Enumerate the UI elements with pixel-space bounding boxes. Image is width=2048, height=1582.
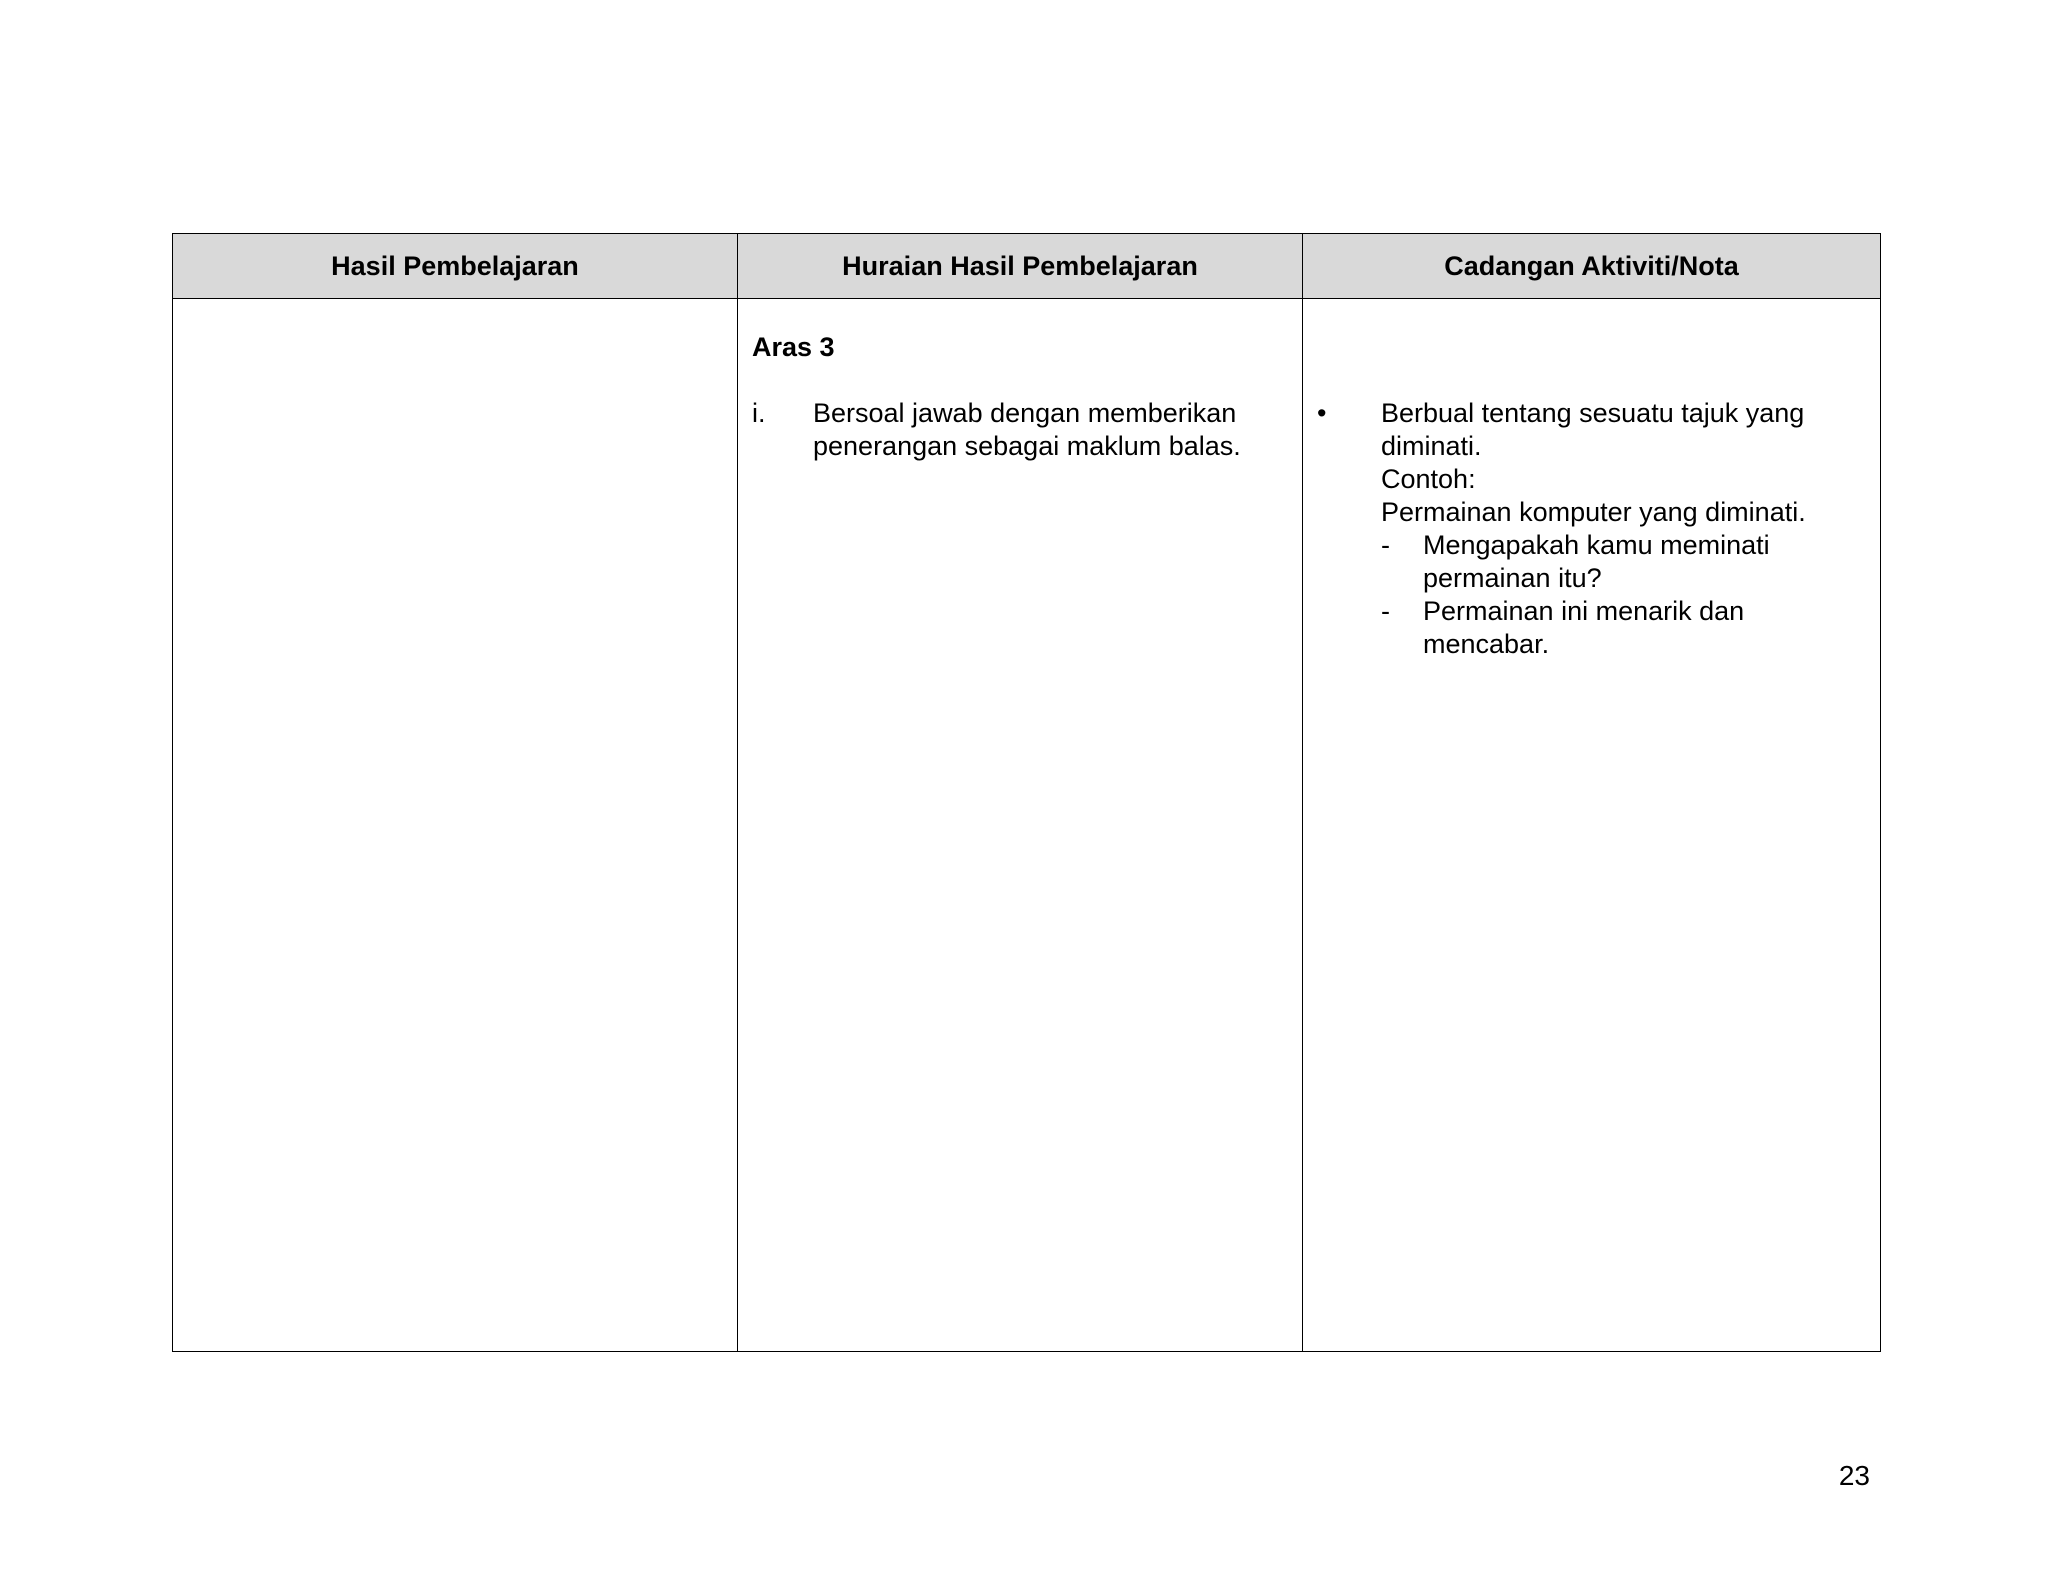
syllabus-table (172, 233, 1881, 1352)
item-text-line: penerangan sebagai maklum balas. (813, 431, 1241, 461)
header-huraian-hasil-pembelajaran: Huraian Hasil Pembelajaran (738, 234, 1303, 299)
item-text (813, 397, 1283, 463)
page-number: 23 (1838, 1460, 1870, 1491)
cadangan-body (1381, 397, 1861, 661)
cell-hasil-pembelajaran (173, 299, 738, 1352)
dash-marker: - (1381, 596, 1390, 626)
cadangan-subitem (1381, 529, 1861, 595)
subitem-line: permainan itu? (1423, 563, 1602, 593)
item-number: i. (752, 398, 766, 428)
cell-cadangan (1303, 299, 1881, 1352)
subitem-line: Permainan ini menarik dan (1423, 596, 1745, 626)
table-row (173, 299, 1881, 1352)
subitem-line: Mengapakah kamu meminati (1423, 530, 1770, 560)
cadangan-line: Berbual tentang sesuatu tajuk yang (1381, 398, 1805, 428)
header-row (173, 234, 1881, 299)
item-text-line: Bersoal jawab dengan memberikan (813, 398, 1237, 428)
cell-huraian (738, 299, 1303, 1352)
cadangan-line: Permainan komputer yang diminati. (1381, 497, 1806, 527)
cadangan-subitem (1381, 595, 1861, 661)
cadangan-line: diminati. (1381, 431, 1482, 461)
subitem-line: mencabar. (1423, 629, 1550, 659)
dash-marker: - (1381, 530, 1390, 560)
bullet-icon: • (1317, 398, 1327, 428)
cadangan-line: Contoh: (1381, 464, 1476, 494)
header-cadangan-aktiviti: Cadangan Aktiviti/Nota (1303, 234, 1881, 299)
header-hasil-pembelajaran: Hasil Pembelajaran (173, 234, 738, 299)
aras-heading: Aras 3 (752, 332, 835, 362)
